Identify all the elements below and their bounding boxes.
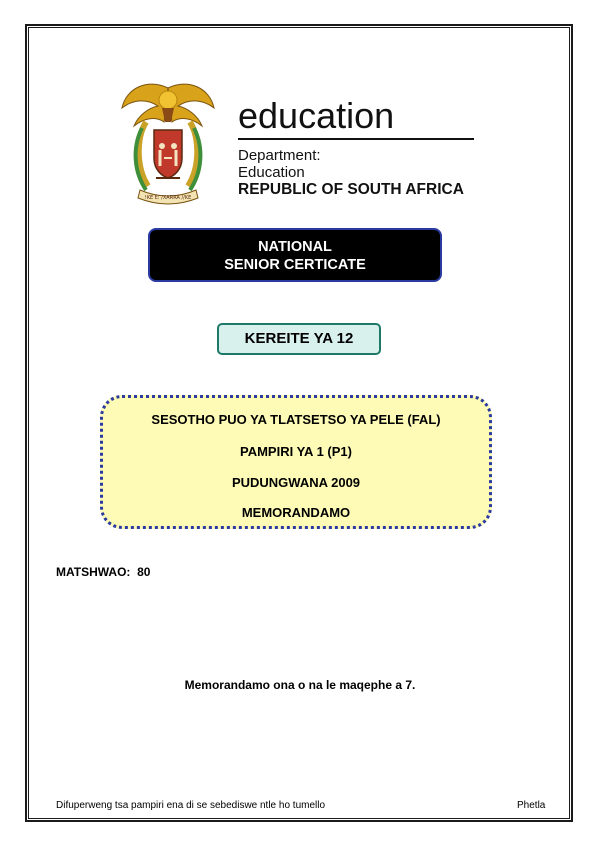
certificate-line-1: NATIONAL: [258, 239, 332, 255]
document-type: MEMORANDAMO: [241, 505, 351, 520]
wordmark-rule: [238, 138, 474, 140]
copyright-notice: Difuperweng tsa pampiri ena di se sebediswe ntle ho tumello: [56, 800, 326, 811]
pages-note: Memorandamo ona o na le maqephe a 7.: [184, 678, 416, 692]
department-name: Education: [238, 164, 305, 181]
certificate-banner: [148, 228, 442, 282]
turn-over-label: Phetla: [517, 800, 546, 811]
paper-info-box: [100, 395, 492, 529]
svg-text:!KE E: /XARRA //KE: !KE E: /XARRA //KE: [144, 195, 192, 201]
subject-title: SESOTHO PUO YA TLATSETSO YA PELE (FAL): [151, 412, 441, 427]
coat-of-arms-icon: [118, 78, 218, 206]
department-label: Department:: [238, 147, 321, 164]
certificate-line-2: SENIOR CERTICATE: [224, 257, 366, 273]
total-marks: MATSHWAO: 80: [56, 565, 151, 579]
country-name: REPUBLIC OF SOUTH AFRICA: [238, 181, 464, 198]
grade-badge: KEREITE YA 12: [217, 323, 381, 355]
paper-number: PAMPIRI YA 1 (P1): [240, 444, 352, 459]
education-wordmark: education: [238, 95, 395, 136]
exam-session: PUDUNGWANA 2009: [231, 475, 361, 490]
